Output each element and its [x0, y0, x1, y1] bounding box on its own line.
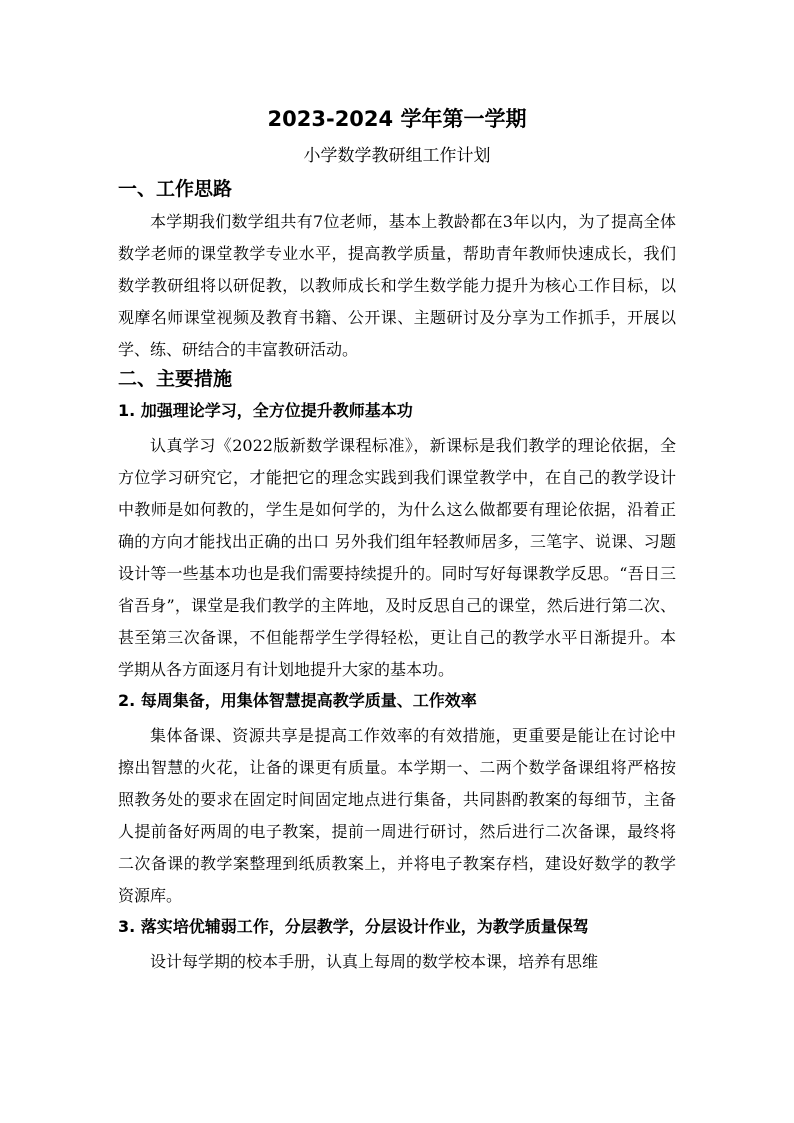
- section-heading-main-measures: 二、主要措施: [118, 368, 233, 390]
- document-content: [118, 100, 676, 978]
- measure-paragraph-3: 设计每学期的校本手册，认真上每周的数学校本课，培养有思维: [150, 952, 599, 971]
- section-heading-work-approach: 一、工作思路: [118, 178, 233, 200]
- measure-heading-2: 2. 每周集备，用集体智慧提高教学质量、工作效率: [118, 691, 477, 710]
- document-subtitle: 小学数学教研组工作计划: [303, 146, 491, 166]
- measure-heading-3: 3. 落实培优辅弱工作，分层教学，分层设计作业，为教学质量保驾: [118, 917, 589, 936]
- measure-paragraph-1: 认真学习《2022版新数学课程标准》，新课标是我们教学的理论依据，全方位学习研究它，才能把它的理念实践到我们课堂教学中，在自己的教学设计中教师是如何教的，学生是如何学的，为什么这么做都要有理论依据，沿着正确的方向才能找出正确的出口 另外我们组年轻教师居多，三笔字、说课、习题设计等一些基本功也是我们需要持续提升的。同时写好每课教学反思。“吾日三省吾身”，课堂是我们教学的主阵地，及时反思自己的课堂，然后进行第二次、甚至第三次备课，不但能帮学生学得轻松，更让自己的教学水平日渐提升。本学期从各方面逐月有计划地提升大家的基本功。: [118, 436, 676, 679]
- document-title: 2023-2024 学年第一学期: [267, 107, 527, 131]
- section-paragraph-work-approach: 本学期我们数学组共有7位老师，基本上教龄都在3年以内，为了提高全体数学老师的课堂教学专业水平，提高教学质量，帮助青年教师快速成长，我们数学教研组将以研促教，以教师成长和学生数学能力提升为核心工作目标，以观摩名师课堂视频及教育书籍、公开课、主题研讨及分享为工作抓手，开展以学、练、研结合的丰富教研活动。: [118, 212, 676, 359]
- measure-heading-1: 1. 加强理论学习，全方位提升教师基本功: [118, 401, 413, 420]
- measure-paragraph-2: 集体备课、资源共享是提高工作效率的有效措施，更重要是能让在讨论中擦出智慧的火花，让备的课更有质量。本学期一、二两个数学备课组将严格按照教务处的要求在固定时间固定地点进行集备，共同斟酌教案的每细节，主备人提前备好两周的电子教案，提前一周进行研讨，然后进行二次备课，最终将二次备课的教学案整理到纸质教案上，并将电子教案存档，建设好数学的教学资源库。: [118, 726, 676, 905]
